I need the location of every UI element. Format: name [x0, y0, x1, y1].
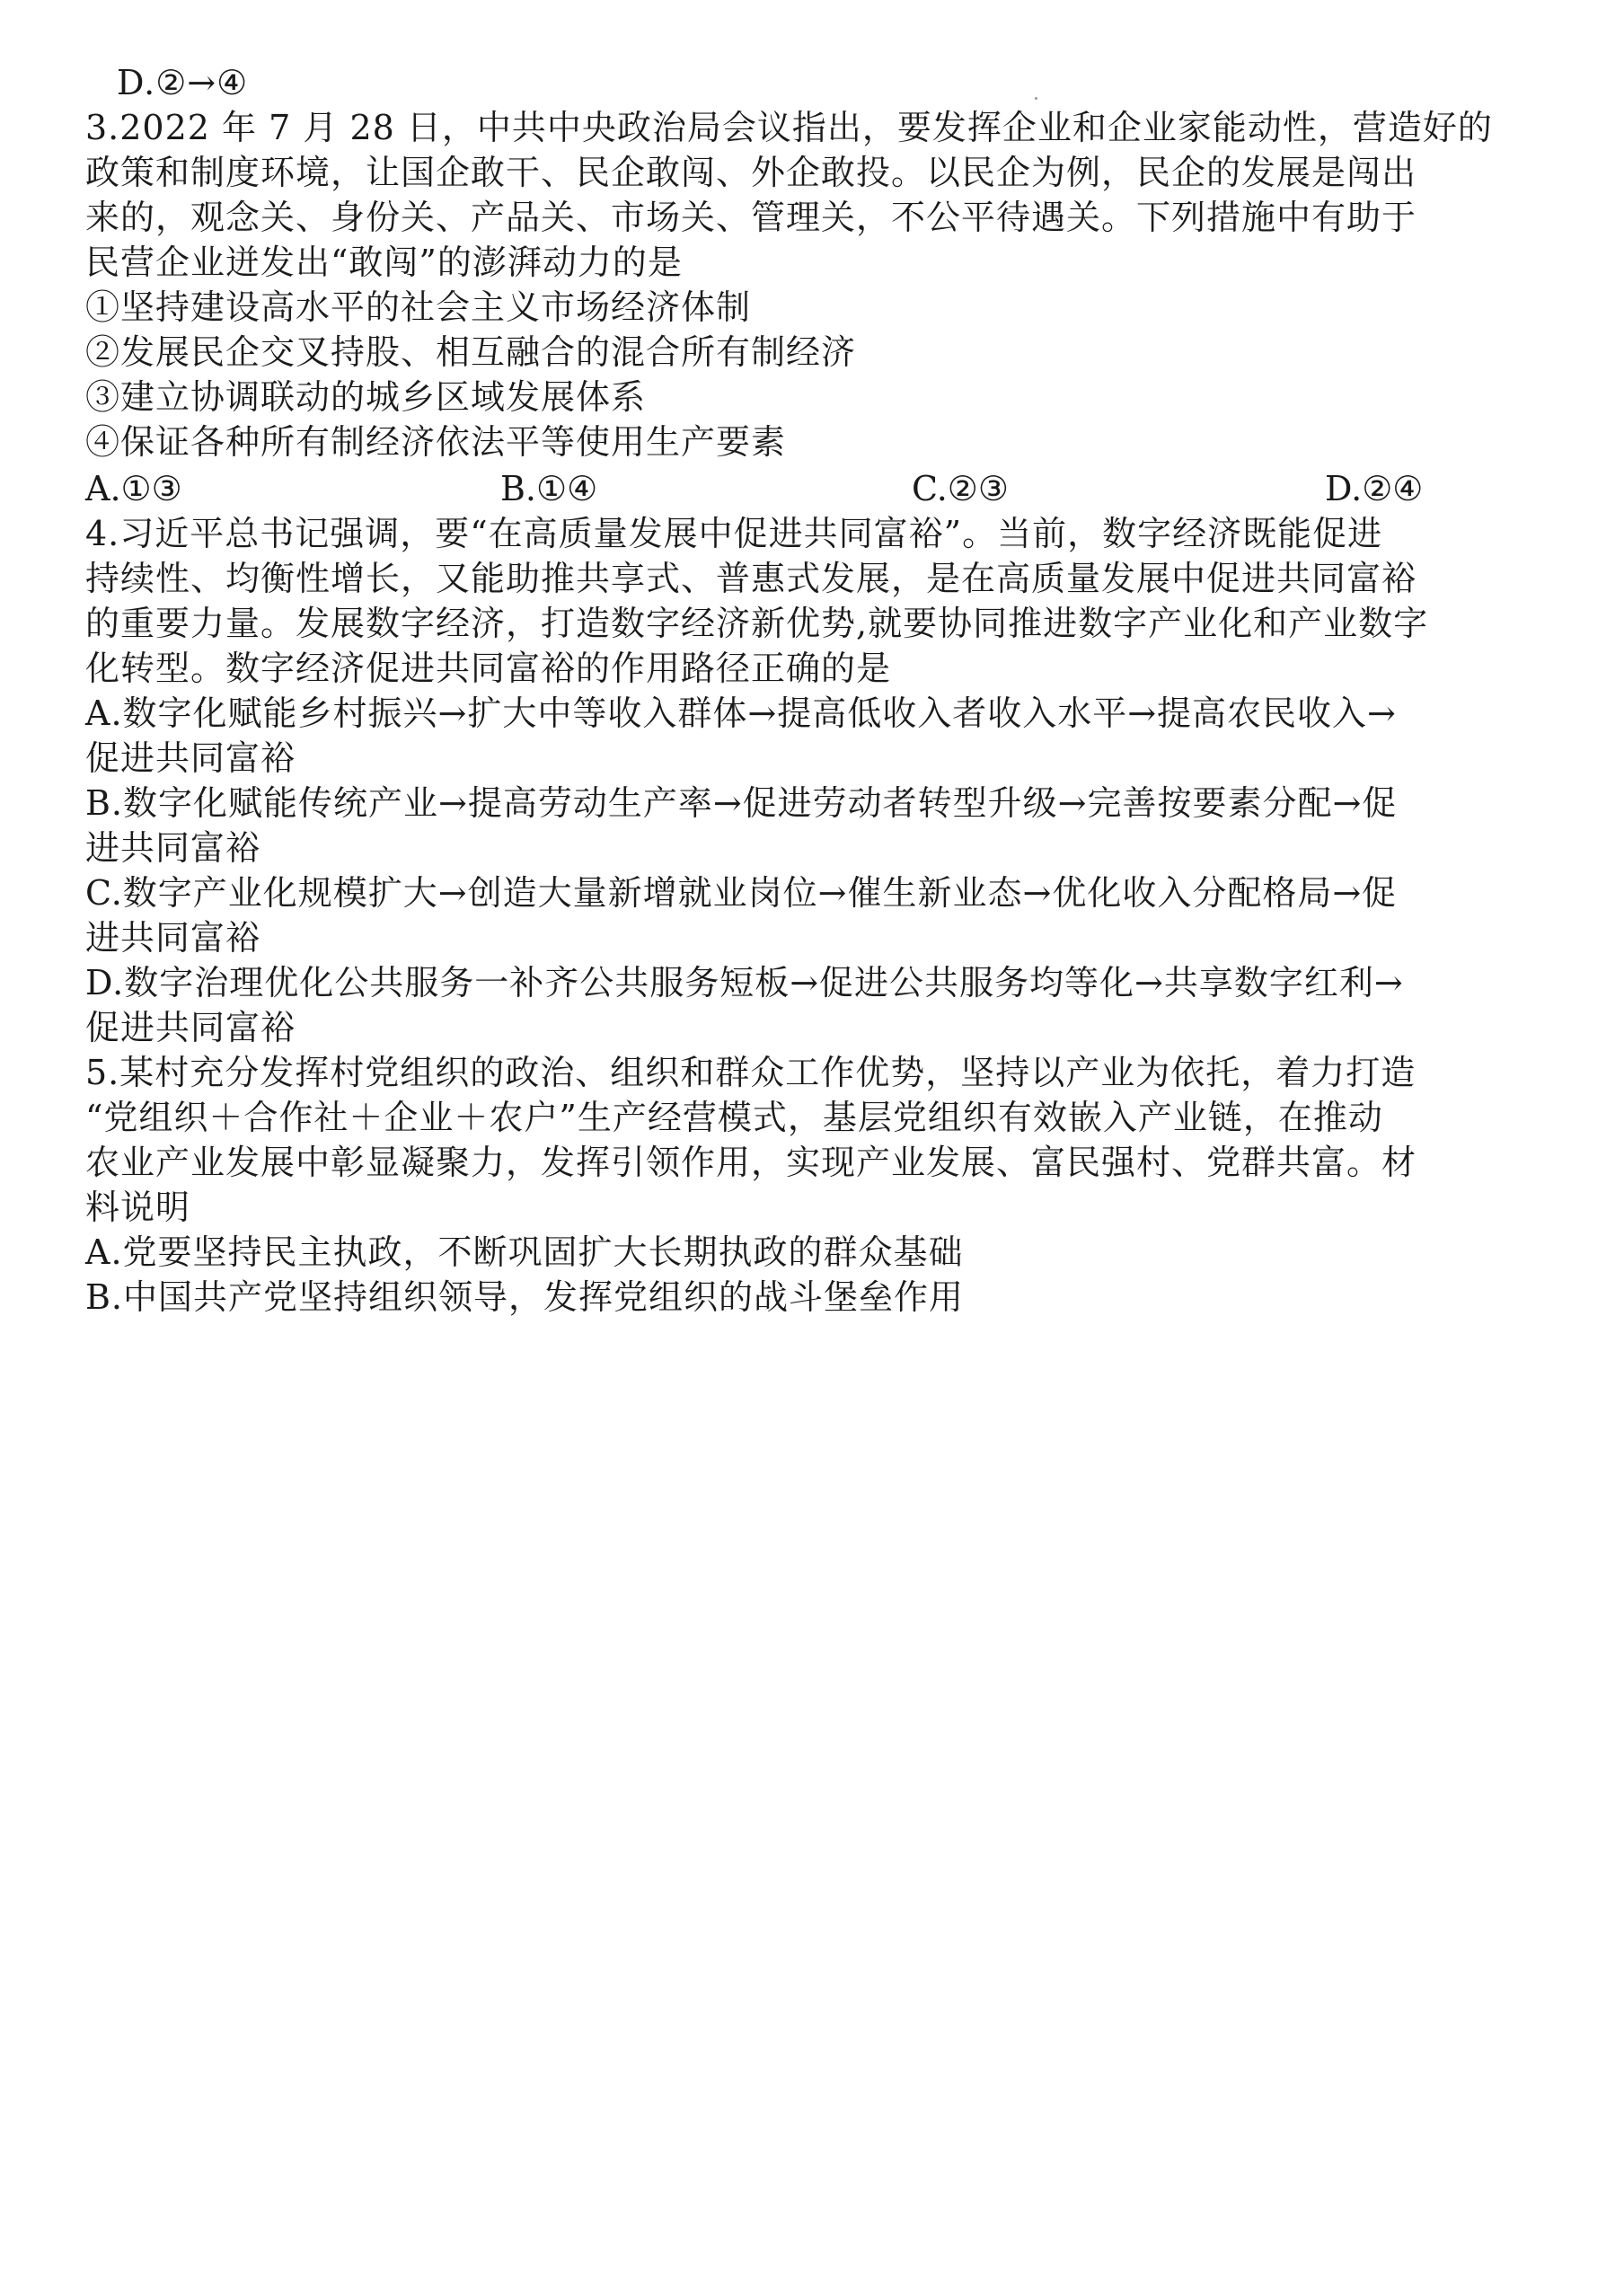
q5-stem-line-1: 5.某村充分发挥村党组织的政治、组织和群众工作优势，坚持以产业为依托，着力打造	[85, 1053, 1417, 1092]
q5-option-a: A.党要坚持民主执政，不断巩固扩大长期执政的群众基础	[85, 1232, 964, 1272]
q5-stem-line-2: “党组织＋合作社＋企业＋农户”生产经营模式，基层党组织有效嵌入产业链，在推动	[85, 1098, 1383, 1137]
q3-item-4: ④保证各种所有制经济依法平等使用生产要素	[85, 422, 787, 462]
q3-option-d: D.②④	[1325, 469, 1424, 508]
q3-item-3: ③建立协调联动的城乡区域发展体系	[85, 377, 647, 417]
q4-stem-line-3: 的重要力量。发展数字经济，打造数字经济新优势,就要协同推进数字产业化和产业数字	[85, 604, 1429, 643]
q3-stem-line-3: 来的，观念关、身份关、产品关、市场关、管理关，不公平待遇关。下列措施中有助于	[85, 198, 1417, 237]
q4-stem-line-4: 化转型。数字经济促进共同富裕的作用路径正确的是	[85, 649, 892, 688]
q4-option-b-line-2: 进共同富裕	[85, 828, 261, 868]
q3-option-a: A.①③	[85, 469, 182, 508]
scan-speck	[1035, 97, 1037, 100]
q4-option-c-line-2: 进共同富裕	[85, 918, 261, 958]
q3-option-c: C.②③	[912, 469, 1009, 508]
q4-option-a-line-1: A.数字化赋能乡村振兴→扩大中等收入群体→提高低收入者收入水平→提高农民收入→	[85, 693, 1397, 733]
q3-item-2: ②发展民企交叉持股、相互融合的混合所有制经济	[85, 332, 857, 372]
q3-stem-line-1: 3.2022 年 7 月 28 日，中共中央政治局会议指出，要发挥企业和企业家能动性，营造好的	[85, 108, 1493, 147]
q5-stem-line-4: 料说明	[85, 1188, 191, 1227]
q4-option-d-line-1: D.数字治理优化公共服务一补齐公共服务短板→促进公共服务均等化→共享数字红利→	[85, 963, 1404, 1002]
q4-option-a-line-2: 促进共同富裕	[85, 738, 296, 778]
q4-option-b-line-1: B.数字化赋能传统产业→提高劳动生产率→促进劳动者转型升级→完善按要素分配→促	[85, 783, 1398, 823]
q3-stem-line-4: 民营企业迸发出“敢闯”的澎湃动力的是	[85, 243, 683, 282]
q5-option-b: B.中国共产党坚持组织领导，发挥党组织的战斗堡垒作用	[85, 1277, 965, 1317]
q3-option-b: B.①④	[500, 469, 598, 508]
q3-options	[85, 465, 1558, 512]
q4-stem-line-2: 持续性、均衡性增长，又能助推共享式、普惠式发展，是在高质量发展中促进共同富裕	[85, 559, 1417, 598]
q3-stem-line-2: 政策和制度环境，让国企敢干、民企敢闯、外企敢投。以民企为例，民企的发展是闯出	[85, 153, 1417, 192]
q5-stem-line-3: 农业产业发展中彰显凝聚力，发挥引领作用，实现产业发展、富民强村、党群共富。材	[85, 1143, 1417, 1182]
q4-stem-line-1: 4.习近平总书记强调，要“在高质量发展中促进共同富裕”。当前，数字经济既能促进	[85, 514, 1383, 553]
q4-option-d-line-2: 促进共同富裕	[85, 1008, 296, 1047]
q2-option-d: D.②→④	[117, 63, 249, 102]
q4-option-c-line-1: C.数字产业化规模扩大→创造大量新增就业岗位→催生新业态→优化收入分配格局→促	[85, 873, 1398, 913]
q3-item-1: ①坚持建设高水平的社会主义市场经济体制	[85, 287, 752, 327]
